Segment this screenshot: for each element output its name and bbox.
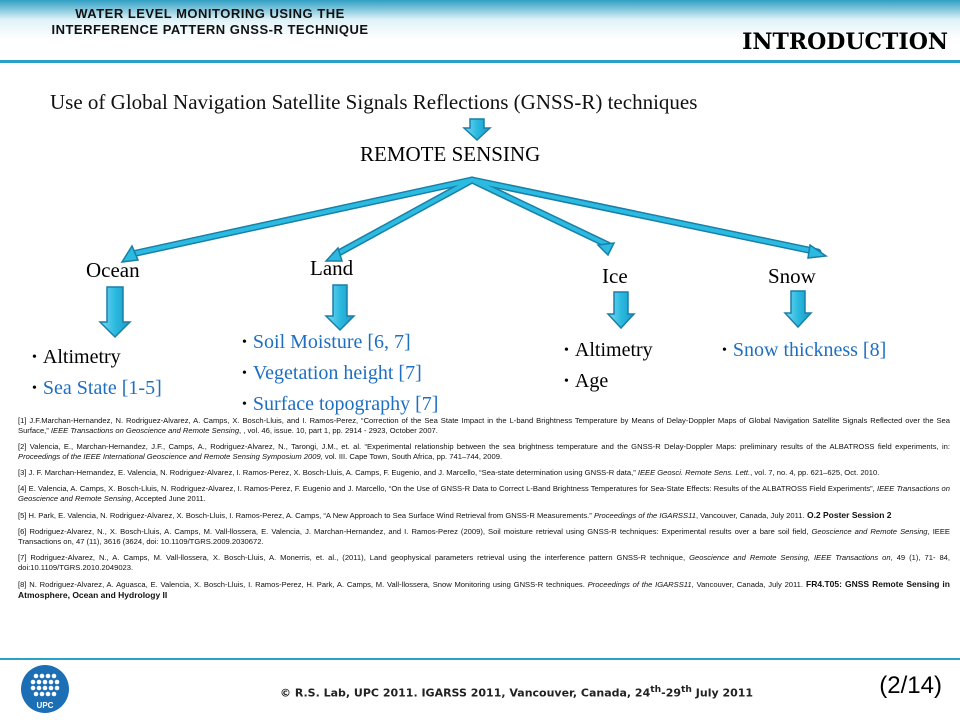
ice-list	[564, 336, 653, 398]
list-item: • Surface topography [7]	[242, 390, 438, 421]
arrowhead-ice-icon	[598, 243, 614, 255]
upc-logo-icon	[20, 664, 70, 714]
down-arrow-icon	[464, 119, 490, 140]
branch-arrows	[132, 180, 818, 255]
category-ice: Ice	[602, 264, 628, 288]
list-item: • Snow thickness [8]	[722, 336, 886, 367]
ice-down-arrow-icon	[608, 292, 634, 328]
arrowhead-snow-icon	[808, 245, 826, 258]
page-number: (2/14)	[879, 672, 942, 699]
reference-item: [4] E. Valencia, A. Camps, X. Bosch-Lluis, N. Rodriguez-Alvarez, I. Ramos-Perez, F. Eugenio and J. Marcello, “On the Use of GNSS-R Data to Correct L-Band Brightness Temperatures for Sea-State Effects: Results of the ALBATROSS Field Experiments”, IEEE Transactions on Geoscience and Remote Sensing, Accepted June 2011.	[18, 484, 950, 503]
reference-item: [3] J. F. Marchan-Hernandez, E. Valencia, N. Rodriguez-Alvarez, I. Ramos-Perez, X. Bosch-Lluis, A. Camps, F. Eugenio, and J. Marcello, “Sea-state determination using GNSS-R data,” IEEE Geosci. Remote Sens. Lett., vol. 7, no. 4, pp. 621–625, Oct. 2010.	[18, 468, 880, 477]
ocean-list	[32, 343, 162, 405]
land-down-arrow-icon	[326, 285, 354, 330]
list-item: • Age	[564, 367, 653, 398]
ocean-down-arrow-icon	[100, 287, 130, 337]
category-snow: Snow	[768, 264, 816, 288]
section-heading: INTRODUCTION	[742, 29, 948, 55]
land-list	[242, 328, 438, 421]
reference-item: [5] H. Park, E. Valencia, N. Rodriguez-Alvarez, X. Bosch-Lluis, I. Ramos-Perez, A. Camps, “A New Approach to Sea Surface Wind Retrieval from GNSS-R Measurements.” Proceedings of the IGARSS11, Vancouver, Canada, July 2011. O.2 Poster Session 2	[18, 510, 892, 520]
snow-list	[722, 336, 886, 367]
category-land: Land	[310, 256, 354, 280]
list-item: • Altimetry	[32, 343, 162, 374]
category-ocean: Ocean	[86, 258, 140, 282]
reference-item: [6] Rodriguez-Alvarez, N., X. Bosch-Lluis, A. Camps, M. Vall-llossera, E. Valencia, J. Marchan-Hernandez, and I. Ramos-Perez (2009), Soil moisture retrieval using GNSS-R techniques: Experimental results over a bare soil field, Geoscience and Remote Sensing, IEEE Transactions on, 47 (11), 3616 (3624, doi: 10.1109/TGRS.2009.2030672.	[18, 527, 950, 546]
snow-down-arrow-icon	[785, 291, 811, 327]
svg-text:UPC: UPC	[36, 701, 54, 710]
list-item: • Vegetation height [7]	[242, 359, 438, 390]
list-item: • Soil Moisture [6, 7]	[242, 328, 438, 359]
reference-item: [2] Valencia, E., Marchan-Hernandez, J.F., Camps, A., Rodriguez-Alvarez, N., Tarongi, J.M., et. al. “Experimental relationship between the sea brightness temperature and the GNSS-R Delay-Doppler Maps: preliminary results of the ALBATROSS field experiments, in: Proceedings of the IEEE International Geoscience and Remote Sensing Symposium 2009, vol. III. Cape Town, South Africa, pp. 741–744, 2009.	[18, 442, 950, 461]
bottom-divider	[0, 658, 960, 660]
title-line-2: INTERFERENCE PATTERN GNSS-R TECHNIQUE	[51, 22, 369, 37]
list-item: • Altimetry	[564, 336, 653, 367]
reference-item: [7] Rodriguez-Alvarez, N., A. Camps, M. Vall-llossera, X. Bosch-Lluis, A. Monerris, et. al., (2011), Land geophysical parameters retrieval using the interference pattern GNSS-R technique, Geoscience and Remote Sensing, IEEE Transactions on, 49 (1), 71- 84, doi:10.1109/TGRS.2010.2049023.	[18, 553, 951, 572]
footer-text: © R.S. Lab, UPC 2011. IGARSS 2011, Vancouver, Canada, 24th-29th July 2011	[280, 684, 754, 700]
reference-item: [8] N. Rodriguez-Alvarez, A. Aguasca, E. Valencia, X. Bosch-Lluis, I. Ramos-Perez, H. Park, A. Camps, M. Vall-llossera, Snow Monitoring using GNSS-R techniques. Proceedings of the IGARSS11, Vancouver, Canada, July 2011. FR4.T05: GNSS Remote Sensing in Atmosphere, Ocean and Hydrology II	[18, 579, 950, 600]
remote-sensing-label: REMOTE SENSING	[360, 142, 541, 166]
reference-item: [1] J.F.Marchan-Hernandez, N. Rodriguez-Alvarez, A. Camps, X. Bosch-Lluis, and I. Ramos-Perez, “Correction of the Sea State Impact in the L-band Brightness Temperature by Means of Delay-Doppler Maps of Global Navigation Satellite Signals Reflected over the Sea Surface,” IEEE Transactions on Geoscience and Remote Sensing, , vol. 46, issue. 10, part 1, pp. 2914 - 2923, October 2007.	[18, 416, 950, 435]
references	[18, 416, 950, 607]
list-item: • Sea State [1-5]	[32, 374, 162, 405]
main-title: Use of Global Navigation Satellite Signals Reflections (GNSS-R) techniques	[50, 90, 698, 114]
title-line-1: WATER LEVEL MONITORING USING THE	[75, 6, 345, 21]
